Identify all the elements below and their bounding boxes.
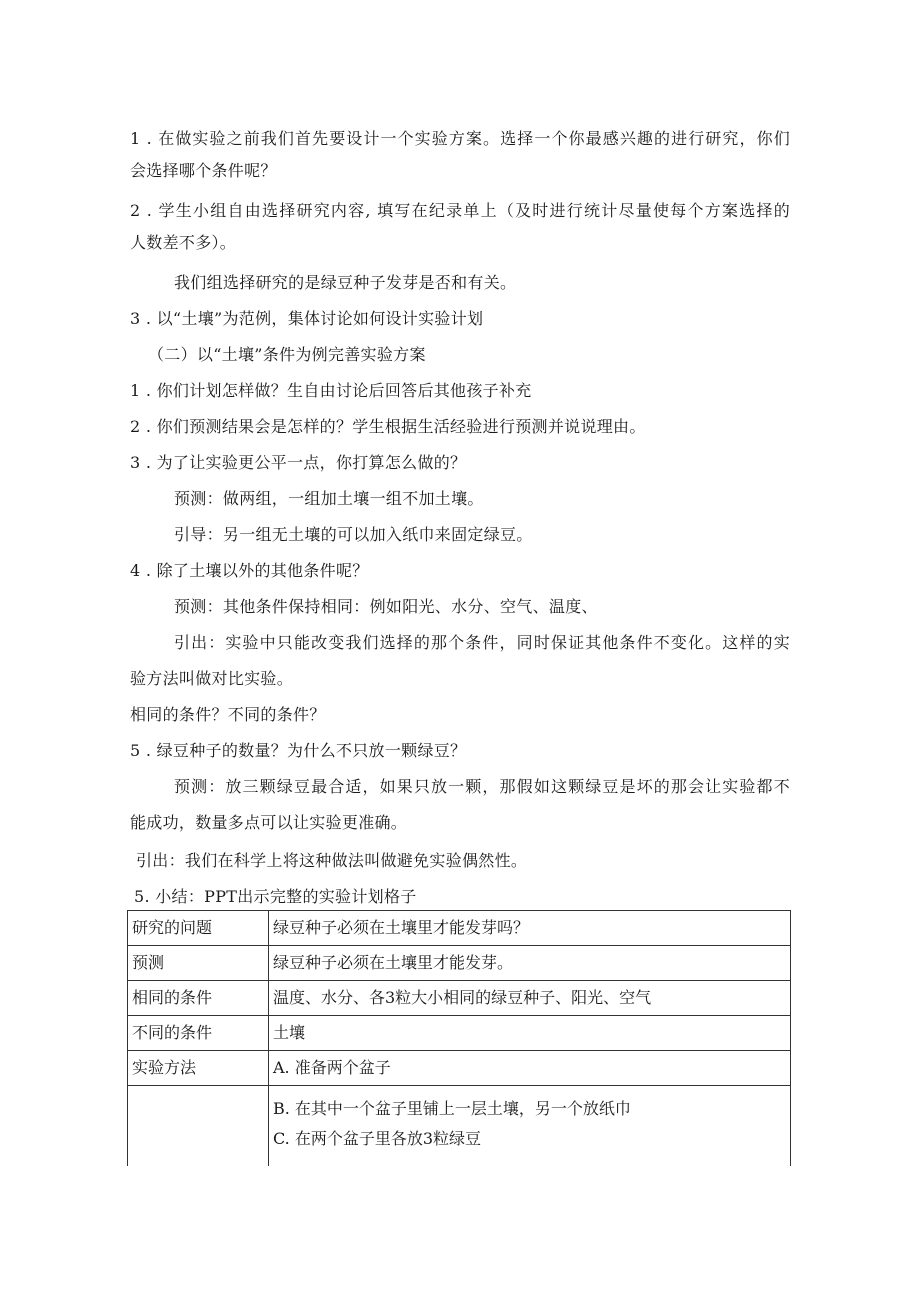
paragraph: 2 . 学生小组自由选择研究内容, 填写在纪录单上（及时进行统计尽量使每个方案选择的: [130, 201, 790, 220]
paragraph: 5 . 绿豆种子的数量？为什么不只放一颗绿豆？: [130, 741, 467, 760]
table-row: [128, 911, 791, 946]
section-heading: （二）以“土壤”条件为例完善实验方案: [148, 345, 426, 364]
table-cell-key: [128, 1086, 269, 1167]
table-cell-value: 土壤: [269, 1016, 791, 1051]
table-cell-value: 绿豆种子必须在土壤里才能发芽吗？: [269, 911, 791, 946]
table-cell-key: 研究的问题: [128, 911, 269, 946]
method-step: B. 在其中一个盆子里铺上一层土壤，另一个放纸巾: [273, 1099, 631, 1118]
paragraph: 我们组选择研究的是绿豆种子发芽是否和有关。: [174, 273, 517, 292]
paragraph: 相同的条件？不同的条件？: [130, 705, 326, 724]
table-cell-key: 实验方法: [128, 1051, 269, 1086]
paragraph: 2 . 你们预测结果会是怎样的？学生根据生活经验进行预测并说说理由。: [130, 417, 646, 436]
paragraph: 预测：做两组，一组加土壤一组不加土壤。: [174, 489, 484, 508]
paragraph: 预测：其他条件保持相同：例如阳光、水分、空气、温度、: [174, 597, 598, 616]
experiment-plan-table: [127, 910, 791, 1166]
paragraph: 1 . 在做实验之前我们首先要设计一个实验方案。选择一个你最感兴趣的进行研究，你们: [130, 129, 790, 148]
table-cell-key: 不同的条件: [128, 1016, 269, 1051]
method-step: C. 在两个盆子里各放3粒绿豆: [273, 1129, 482, 1148]
paragraph: 引导：另一组无土壤的可以加入纸巾来固定绿豆。: [174, 525, 533, 544]
table-row: [128, 1016, 791, 1051]
table-cell-key: 预测: [128, 946, 269, 981]
paragraph: 3 . 以“土壤”为范例，集体讨论如何设计实验计划: [130, 309, 484, 328]
paragraph: 验方法叫做对比实验。: [130, 669, 294, 688]
table-cell-key: 相同的条件: [128, 981, 269, 1016]
table-row: [128, 981, 791, 1016]
paragraph: 引出：实验中只能改变我们选择的那个条件，同时保证其他条件不变化。这样的实: [174, 633, 790, 652]
paragraph: 1 . 你们计划怎样做？生自由讨论后回答后其他孩子补充: [130, 381, 532, 400]
table-row: [128, 1051, 791, 1086]
paragraph: 人数差不多）。: [130, 233, 237, 252]
paragraph: 3 . 为了让实验更公平一点，你打算怎么做的？: [130, 453, 467, 472]
table-cell-value: 温度、水分、各3粒大小相同的绿豆种子、阳光、空气: [269, 981, 791, 1016]
summary-heading: 5. 小结：PPT出示完整的实验计划格子: [134, 887, 417, 906]
paragraph: 会选择哪个条件呢？: [130, 161, 277, 180]
paragraph: 能成功，数量多点可以让实验更准确。: [130, 813, 408, 832]
paragraph: 预测：放三颗绿豆最合适，如果只放一颗，那假如这颗绿豆是坏的那会让实验都不: [174, 777, 790, 796]
paragraph: 引出：我们在科学上将这种做法叫做避免实验偶然性。: [136, 851, 528, 870]
table-cell-value: [269, 1086, 791, 1167]
table-cell-value: 绿豆种子必须在土壤里才能发芽。: [269, 946, 791, 981]
table-cell-value: A. 准备两个盆子: [269, 1051, 791, 1086]
table-row: [128, 1086, 791, 1167]
paragraph: 4 . 除了土壤以外的其他条件呢？: [130, 561, 369, 580]
table-row: [128, 946, 791, 981]
